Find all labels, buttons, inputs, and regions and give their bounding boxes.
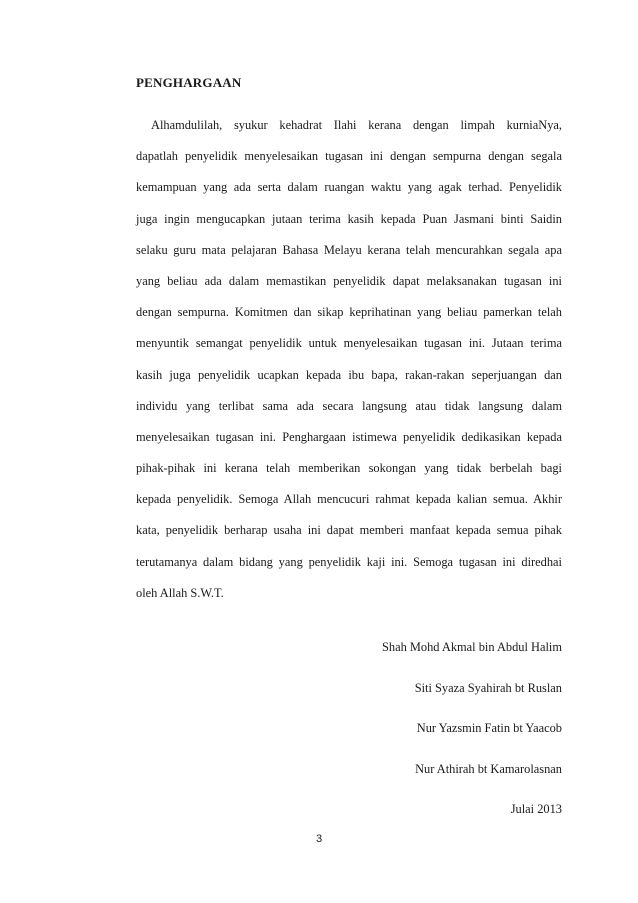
signatory-name: Siti Syaza Syahirah bt Ruslan <box>414 680 562 695</box>
signatory-name: Shah Mohd Akmal bin Abdul Halim <box>381 640 562 654</box>
document-date: Julai 2013 <box>510 802 562 816</box>
paragraph-line: selaku guru mata pelajaran Bahasa Melayu kerana telah mencurahkan segala apa <box>136 242 562 257</box>
paragraph-line: dapatlah penyelidik menyelesaikan tugasan ini dengan sempurna dengan segala <box>136 149 562 164</box>
paragraph-line: individu yang terlibat sama ada secara langsung atau tidak langsung dalam <box>136 398 562 413</box>
signature-block <box>162 638 562 841</box>
paragraph-line: oleh Allah S.W.T. <box>136 585 224 600</box>
paragraph-line: dengan sempurna. Komitmen dan sikap keprihatinan yang beliau pamerkan telah <box>136 305 562 320</box>
paragraph-line: kata, penyelidik berharap usaha ini dapat memberi manfaat kepada semua pihak <box>136 523 562 538</box>
page-title: PENGHARGAAN <box>136 75 242 90</box>
paragraph-line: Alhamdulilah, syukur kehadrat Ilahi kerana dengan limpah kurniaNya, <box>151 118 562 132</box>
paragraph-line: terutamanya dalam bidang yang penyelidik kaji ini. Semoga tugasan ini diredhai <box>136 554 562 569</box>
paragraph-line: menyuntik semangat penyelidik untuk menyelesaikan tugasan ini. Jutaan terima <box>136 336 562 351</box>
paragraph-line: kepada penyelidik. Semoga Allah mencucuri rahmat kepada kalian semua. Akhir <box>136 492 562 507</box>
paragraph-line: kasih juga penyelidik ucapkan kepada ibu bapa, rakan-rakan seperjuangan dan <box>136 367 562 382</box>
acknowledgement-paragraph <box>136 116 562 615</box>
paragraph-line: menyelesaikan tugasan ini. Penghargaan istimewa penyelidik dedikasikan kepada <box>136 429 562 444</box>
signatory-name: Nur Athirah bt Kamarolasnan <box>415 761 562 776</box>
paragraph-line: juga ingin mengucapkan jutaan terima kasih kepada Puan Jasmani binti Saidin <box>136 211 562 226</box>
paragraph-line: yang beliau ada dalam memastikan penyelidik dapat melaksanakan tugasan ini <box>136 273 562 288</box>
paragraph-line: kemampuan yang ada serta dalam ruangan waktu yang agak terhad. Penyelidik <box>136 180 562 195</box>
page-number: 3 <box>315 833 323 845</box>
signatory-name: Nur Yazsmin Fatin bt Yaacob <box>416 721 562 735</box>
paragraph-line: pihak-pihak ini kerana telah memberikan sokongan yang tidak berbelah bagi <box>136 461 562 476</box>
